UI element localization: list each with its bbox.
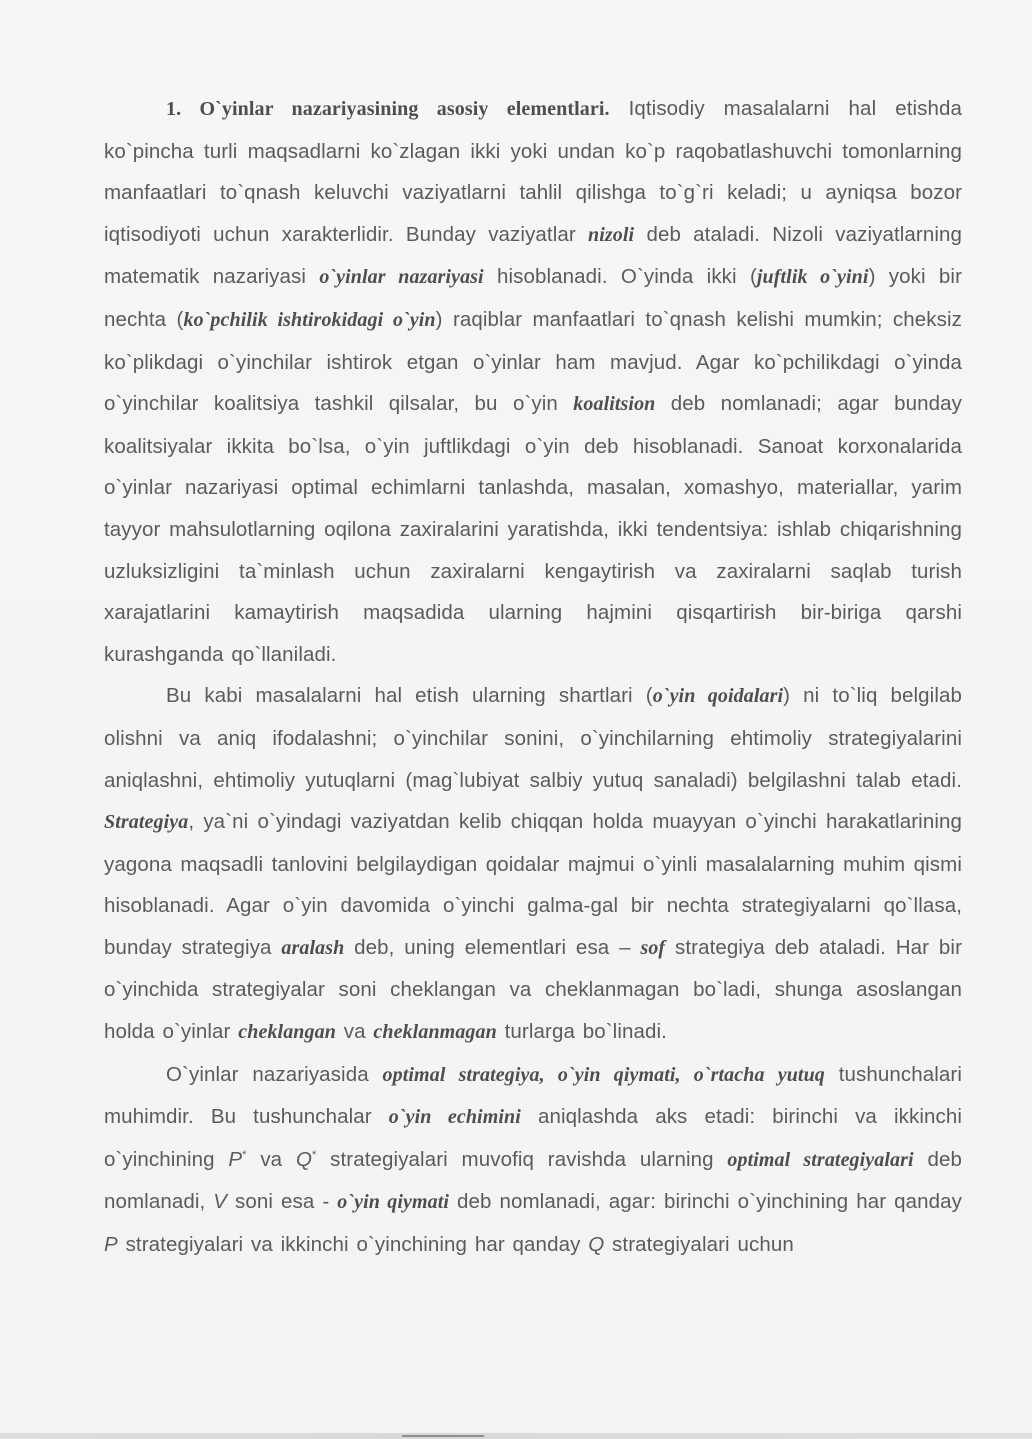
text-run: ) ni to`liq belgilab olishni va aniq ifodalashni; o`yinchilar sonini, o`yinchilarning ehtimoliy strategiyalarini aniqlashni, ehtimoliy yutuqlarni (mag`lubiyat salbiy yutuq sanaladi) belgilashni talab etadi.	[104, 684, 962, 792]
paragraph-2	[104, 675, 962, 1053]
text-run: va	[246, 1147, 296, 1171]
text-run: O`yinlar nazariyasida	[166, 1062, 383, 1086]
text-run: va	[335, 1020, 374, 1044]
emphasized-term: sof	[640, 936, 666, 959]
text-run: aniqlashda aks etadi: birinchi va ikkinchi o`yinchining	[104, 1105, 962, 1171]
emphasized-term: aralash	[281, 936, 345, 959]
emphasized-term: 1. O`yinlar nazariyasining asosiy elementlari.	[166, 98, 610, 120]
math-symbol: P	[104, 1233, 118, 1257]
superscript-mark: *	[312, 1149, 317, 1162]
body-text	[104, 88, 962, 1266]
emphasized-term: optimal strategiya, o`yin qiymati, o`rtacha yutuq	[382, 1063, 825, 1086]
emphasized-term: Strategiya	[104, 811, 189, 834]
emphasized-term: optimal strategiyalari	[727, 1148, 914, 1171]
math-symbol: Q	[295, 1147, 312, 1171]
text-run: deb ataladi. Nizoli vaziyatlarning matematik nazariyasi	[104, 222, 962, 289]
text-run: strategiyalari uchun	[604, 1233, 794, 1257]
text-run: Iqtisodiy masalalarni hal etishda ko`pincha turli maqsadlarni ko`zlagan ikki yoki undan ko`p raqobatlashuvchi tomonlarning manfaatlari to`qnash keluvchi vaziyatlarni tahlil qilishga to`g`ri keladi; u ayniqsa bozor iqtisodiyoti uchun xarakterlidir. Bunday vaziyatlar	[104, 97, 962, 246]
text-run: Bu kabi masalalarni hal etish ularning shartlari (	[166, 684, 653, 708]
paragraph-1	[104, 88, 962, 675]
text-run: strategiyalari muvofiq ravishda ularning	[316, 1147, 728, 1171]
emphasized-term: o`yin echimini	[388, 1106, 521, 1129]
text-run: soni esa -	[227, 1190, 338, 1214]
emphasized-term: juftlik o`yini	[756, 266, 869, 289]
emphasized-term: nizoli	[588, 223, 635, 246]
emphasized-term: koalitsion	[573, 393, 656, 416]
math-symbol: Q	[588, 1233, 605, 1257]
page-bottom-mark	[402, 1435, 484, 1437]
text-run: strategiyalari va ikkinchi o`yinchining har qanday	[117, 1233, 589, 1257]
emphasized-term: o`yin qoidalari	[652, 685, 784, 708]
text-run: deb nomlanadi,	[104, 1147, 962, 1214]
text-run: deb, uning elementlari esa –	[344, 935, 641, 959]
superscript-mark: *	[242, 1149, 247, 1162]
paragraph-3	[104, 1054, 962, 1266]
emphasized-term: ko`pchilik ishtirokidagi o`yin	[183, 308, 436, 331]
text-run: tushunchalari muhimdir. Bu tushunchalar	[104, 1062, 962, 1129]
math-symbol: V	[213, 1190, 228, 1214]
text-run: deb nomlanadi; agar bunday koalitsiyalar ikkita bo`lsa, o`yin juftlikdagi o`yin deb hisoblanadi. Sanoat korxonalarida o`yinlar nazariyasi optimal echimlarni tanlashda, masalan, xomashyo, materiallar, yarim tayyor mahsulotlarning oqilona zaxiralarini yaratishda, ikki tendentsiya: ishlab chiqarishning uzluksizligini ta`minlash uchun zaxiralarni kengaytirish va zaxiralarni saqlab turish xarajatlarini kamaytirish maqsadida ularning hajmini qisqartirish bir-biriga qarshi kurashganda qo`llaniladi.	[104, 392, 962, 666]
page-bottom-edge	[0, 1433, 1032, 1439]
emphasized-term: o`yinlar nazariyasi	[319, 266, 484, 289]
math-symbol: P	[228, 1147, 243, 1171]
text-run: ) yoki bir nechta (	[104, 265, 962, 331]
text-run: hisoblanadi. O`yinda ikki (	[483, 265, 757, 289]
text-run: ) raqiblar manfaatlari to`qnash kelishi mumkin; cheksiz ko`plikdagi o`yinchilar ishtirok etgan o`yinlar ham mavjud. Agar ko`pchilikdagi o`yinda o`yinchilar koalitsiya tashkil qilsalar, bu o`yin	[104, 307, 962, 416]
text-run: deb nomlanadi, agar: birinchi o`yinchining har qanday	[449, 1190, 963, 1214]
text-run: strategiya deb ataladi. Har bir o`yinchida strategiyalar soni cheklangan va cheklanmagan bo`ladi, shunga asoslangan holda o`yinlar	[104, 935, 962, 1044]
emphasized-term: cheklanmagan	[373, 1021, 497, 1044]
emphasized-term: o`yin qiymati	[337, 1191, 450, 1214]
emphasized-term: cheklangan	[238, 1021, 336, 1044]
text-run: turlarga bo`linadi.	[496, 1020, 667, 1044]
text-run: , ya`ni o`yindagi vaziyatdan kelib chiqqan holda muayyan o`yinchi harakatlarining yagona maqsadli tanlovini belgilaydigan qoidalar majmui o`yinli masalalarning muhim qismi hisoblanadi. Agar o`yin davomida o`yinchi galma-gal bir nechta strategiyalarni qo`llasa, bunday strategiya	[104, 810, 962, 959]
